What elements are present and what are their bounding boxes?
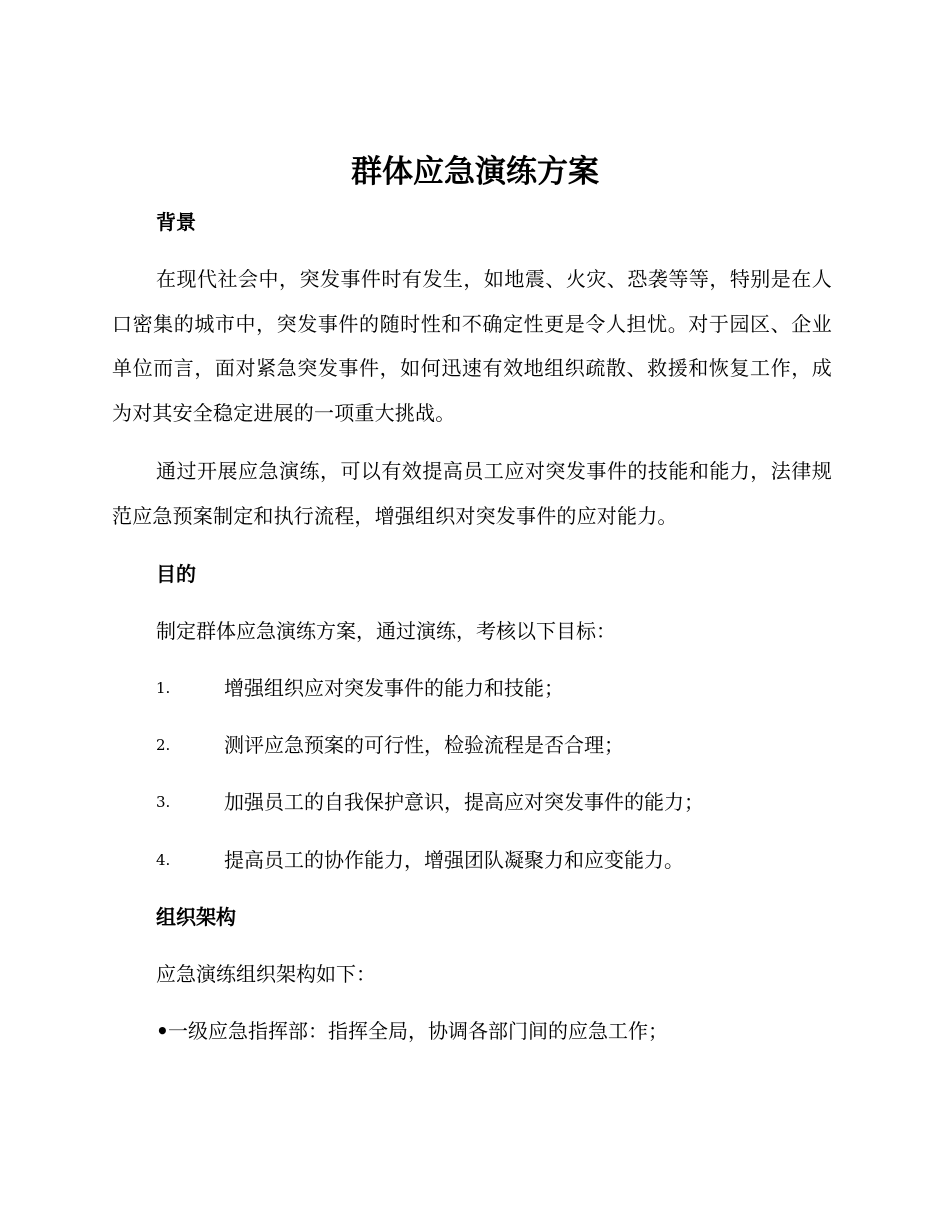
list-text: 增强组织应对突发事件的能力和技能； [224, 676, 564, 700]
heading-organization: 组织架构 [156, 905, 236, 929]
bullet-text: 一级应急指挥部：指挥全局，协调各部门间的应急工作； [168, 1019, 668, 1043]
heading-purpose: 目的 [156, 562, 196, 586]
list-number: 2. [156, 736, 171, 754]
purpose-intro: 制定群体应急演练方案，通过演练，考核以下目标： [156, 619, 616, 643]
list-text: 测评应急预案的可行性，检验流程是否合理； [224, 733, 624, 757]
organization-intro: 应急演练组织架构如下： [156, 962, 376, 986]
purpose-list-item [156, 731, 624, 759]
purpose-list-item [156, 674, 564, 702]
background-paragraph-2: 通过开展应急演练，可以有效提高员工应对突发事件的技能和能力，法律规范应急预案制定和执行流程，增强组织对突发事件的应对能力。 [112, 459, 832, 528]
list-number: 3. [156, 793, 171, 811]
bullet-marker: • [156, 1019, 169, 1043]
background-paragraph-1: 在现代社会中，突发事件时有发生，如地震、火灾、恐袭等等，特别是在人口密集的城市中，突发事件的随时性和不确定性更是令人担忧。对于园区、企业单位而言，面对紧急突发事件，如何迅速有效地组织疏散、救援和恢复工作，成为对其安全稳定进展的一项重大挑战。 [112, 267, 832, 426]
document-title: 群体应急演练方案 [351, 154, 599, 190]
heading-background: 背景 [156, 210, 196, 234]
list-number: 4. [156, 851, 171, 869]
purpose-list-item [156, 846, 684, 874]
list-text: 加强员工的自我保护意识，提高应对突发事件的能力； [224, 790, 704, 814]
purpose-list-item [156, 788, 704, 816]
organization-bullet-item [156, 1017, 668, 1045]
list-text: 提高员工的协作能力，增强团队凝聚力和应变能力。 [224, 848, 684, 872]
list-number: 1. [156, 679, 171, 697]
